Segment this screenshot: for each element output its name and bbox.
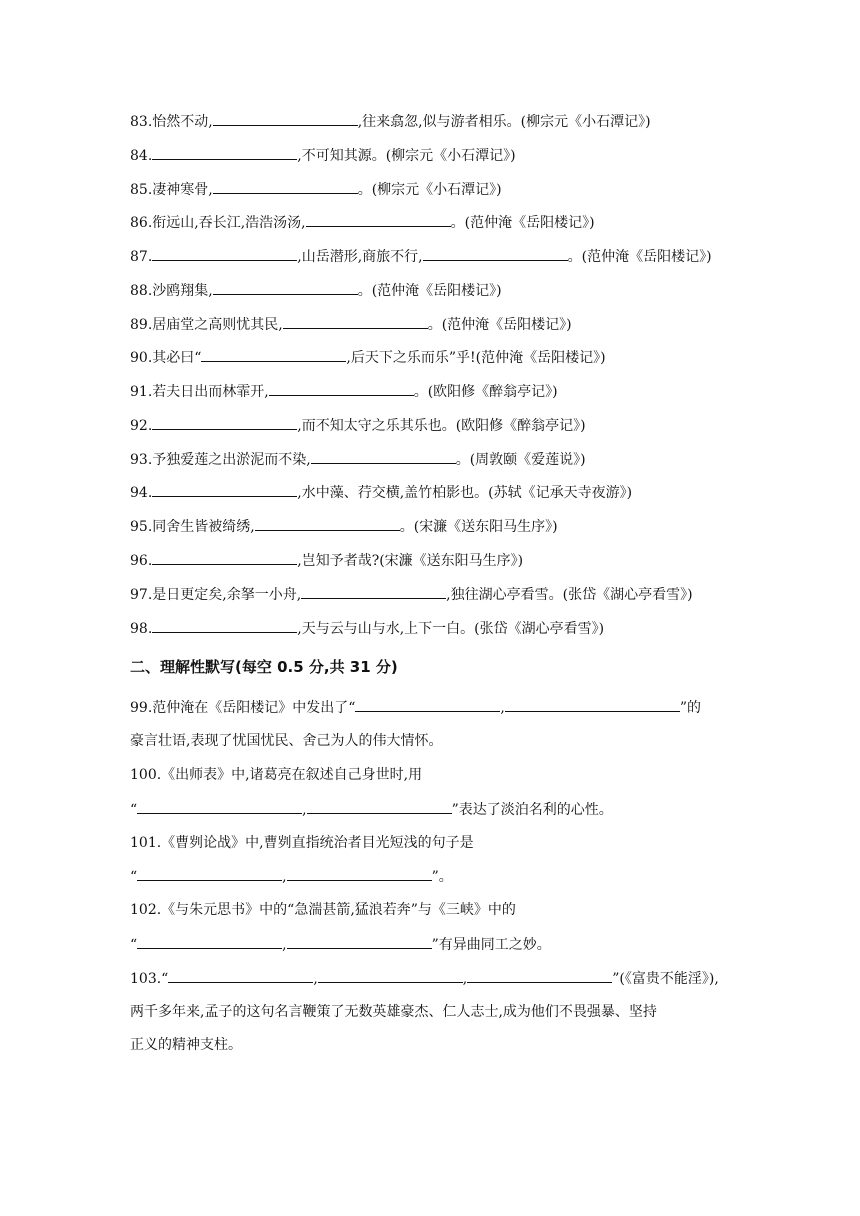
question-83: [130, 111, 730, 131]
question-text: ,独往湖心亭看雪。(张岱《湖心亭看雪》): [446, 587, 693, 603]
answer-blank[interactable]: [201, 347, 346, 362]
question-101-blanks: [130, 866, 730, 886]
answer-blank[interactable]: [311, 449, 456, 464]
question-text: ”有异曲同工之妙。: [431, 937, 551, 953]
answer-blank[interactable]: [137, 799, 302, 814]
section-heading: 二、理解性默写(每空 0.5 分,共 31 分): [130, 658, 398, 676]
question-text: 92.: [130, 418, 153, 434]
question-84: [130, 145, 730, 165]
question-text: ,: [313, 971, 318, 987]
question-text: ,后天下之乐而乐”乎!(范仲淹《岳阳楼记》): [346, 350, 606, 366]
question-88: [130, 280, 730, 300]
question-92: [130, 415, 730, 435]
answer-blank[interactable]: [467, 968, 612, 983]
question-text: 99.范仲淹在《岳阳楼记》中发出了“: [130, 700, 356, 716]
answer-blank[interactable]: [152, 618, 297, 633]
question-text: 96.: [130, 553, 153, 569]
answer-blank[interactable]: [307, 799, 452, 814]
question-99-continued: 豪言壮语,表现了忧国忧民、舍己为人的伟大情怀。: [130, 733, 443, 749]
question-101: 101.《曹刿论战》中,曹刿直指统治者目光短浅的句子是: [130, 835, 474, 851]
answer-blank[interactable]: [287, 866, 432, 881]
answer-blank[interactable]: [355, 697, 500, 712]
question-89: [130, 314, 730, 334]
question-text: ,: [462, 971, 468, 987]
answer-blank[interactable]: [152, 482, 297, 497]
question-text: 84.: [130, 148, 153, 164]
question-text: 。(范仲淹《岳阳楼记》): [357, 283, 502, 299]
question-text: 91.若夫日出而林霏开,: [130, 384, 269, 400]
question-95: [130, 516, 730, 536]
question-text: ”表达了淡泊名利的心性。: [451, 802, 613, 818]
question-93: [130, 449, 730, 469]
answer-blank[interactable]: [168, 968, 313, 983]
answer-blank[interactable]: [301, 584, 446, 599]
question-91: [130, 381, 730, 401]
answer-blank[interactable]: [306, 212, 451, 227]
answer-blank[interactable]: [269, 381, 414, 396]
answer-blank[interactable]: [152, 550, 297, 565]
question-text: 95.同舍生皆被绮绣,: [130, 519, 255, 535]
question-text: 。(范仲淹《岳阳楼记》): [450, 215, 595, 231]
question-text: ,岂知予者哉?(宋濂《送东阳马生序》): [297, 553, 524, 569]
answer-blank[interactable]: [505, 697, 680, 712]
question-100: 100.《出师表》中,诸葛亮在叙述自己身世时,用: [130, 767, 423, 783]
question-94: [130, 482, 730, 502]
question-text: 88.沙鸥翔集,: [130, 283, 213, 299]
question-text: ,不可知其源。(柳宗元《小石潭记》): [297, 148, 516, 164]
question-87: [130, 246, 730, 266]
question-102-blanks: [130, 934, 730, 954]
question-98: [130, 618, 730, 638]
question-text: “: [130, 937, 138, 953]
question-text: ,: [282, 937, 287, 953]
question-text: 86.衔远山,吞长江,浩浩汤汤,: [130, 215, 306, 231]
question-text: ,水中藻、荇交横,盖竹柏影也。(苏轼《记承天寺夜游》): [297, 485, 633, 501]
question-96: [130, 550, 730, 570]
answer-blank[interactable]: [213, 179, 358, 194]
question-text: 。(周敦颐《爱莲说》): [455, 452, 586, 468]
question-text: ,天与云与山与水,上下一白。(张岱《湖心亭看雪》): [297, 621, 605, 637]
answer-blank[interactable]: [423, 246, 568, 261]
answer-blank[interactable]: [287, 934, 432, 949]
question-85: [130, 179, 730, 199]
question-text: “: [130, 869, 138, 885]
question-text: 97.是日更定矣,余拏一小舟,: [130, 587, 302, 603]
question-text: 83.怡然不动,: [130, 114, 213, 130]
question-86: [130, 212, 730, 232]
question-text: ,: [302, 802, 307, 818]
question-text: ,往来翕忽,似与游者相乐。(柳宗元《小石潭记》): [357, 114, 651, 130]
question-text: 94.: [130, 485, 153, 501]
question-103-continued: 两千多年来,孟子的这句名言鞭策了无数英雄豪杰、仁人志士,成为他们不畏强暴、坚持: [130, 1004, 657, 1020]
question-text: “: [130, 802, 138, 818]
question-text: ”(《富贵不能淫》),: [612, 971, 719, 987]
question-103: [130, 968, 730, 988]
question-text: 89.居庙堂之高则忧其民,: [130, 317, 283, 333]
question-text: ”的: [679, 700, 702, 716]
question-text: 103.“: [130, 971, 169, 987]
answer-blank[interactable]: [152, 145, 297, 160]
answer-blank[interactable]: [318, 968, 463, 983]
question-text: 。(范仲淹《岳阳楼记》): [427, 317, 572, 333]
question-103-continued: 正义的精神支柱。: [130, 1037, 242, 1053]
question-text: ,而不知太守之乐其乐也。(欧阳修《醉翁亭记》): [297, 418, 586, 434]
question-text: 。(欧阳修《醉翁亭记》): [413, 384, 558, 400]
question-text: ,: [282, 869, 287, 885]
question-text: 。(宋濂《送东阳马生序》): [399, 519, 558, 535]
answer-blank[interactable]: [137, 866, 282, 881]
question-text: 90.其必曰“: [130, 350, 202, 366]
answer-blank[interactable]: [137, 934, 282, 949]
question-text: 87.: [130, 249, 153, 265]
answer-blank[interactable]: [213, 111, 358, 126]
question-text: ,山岳潜形,商旅不行,: [297, 249, 423, 265]
question-text: 。(柳宗元《小石潭记》): [357, 182, 502, 198]
answer-blank[interactable]: [255, 516, 400, 531]
question-90: [130, 347, 730, 367]
question-text: ,: [500, 700, 505, 716]
question-text: 。(范仲淹《岳阳楼记》): [567, 249, 712, 265]
answer-blank[interactable]: [213, 280, 358, 295]
answer-blank[interactable]: [152, 246, 297, 261]
question-100-blanks: [130, 799, 730, 819]
answer-blank[interactable]: [283, 314, 428, 329]
question-99: [130, 697, 730, 717]
question-text: 85.凄神寒骨,: [130, 182, 213, 198]
question-text: 93.予独爱莲之出淤泥而不染,: [130, 452, 311, 468]
question-97: [130, 584, 730, 604]
answer-blank[interactable]: [152, 415, 297, 430]
question-text: 98.: [130, 621, 153, 637]
question-102: 102.《与朱元思书》中的“急湍甚箭,猛浪若奔”与《三峡》中的: [130, 902, 516, 918]
question-text: ”。: [431, 869, 453, 885]
